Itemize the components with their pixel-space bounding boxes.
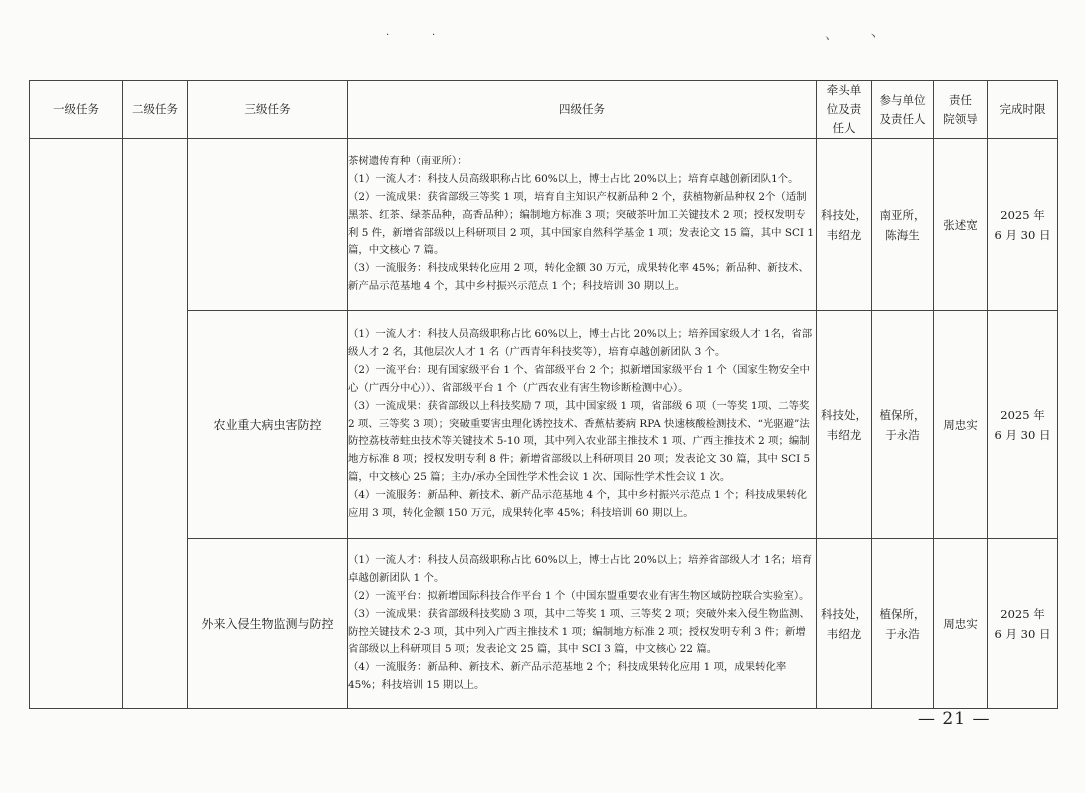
header-partner-line: 及责任人 bbox=[879, 111, 926, 126]
scan-marks bbox=[380, 30, 900, 44]
leader-cell: 周忠实 bbox=[934, 311, 988, 539]
deadline-date: 6 月 30 日 bbox=[994, 427, 1051, 442]
header-partner-line: 参与单位 bbox=[879, 92, 926, 107]
level1-cell bbox=[30, 139, 123, 709]
level4-paragraph: （3）一流成果：获省部级科技奖励 3 项，其中二等奖 1 项、三等奖 2 项；突破外来入侵生物监测、防控关键技术 2-3 项，其中列入广西主推技术 1 项；编制地方标准 2 项；授权发明专利 3 件；新增省部级以上科研项目 5 项；发表论文 25 篇，其中 SCI 3 篇，中文核心 22 篇。 bbox=[348, 607, 810, 656]
level4-paragraph: （1）一流人才：科技人员高级职称占比 60%以上，博士占比 20%以上；培养省部级人才 1名；培育卓越创新团队 1 个。 bbox=[348, 553, 813, 584]
scan-mark: · bbox=[386, 30, 390, 41]
header-row bbox=[30, 81, 1058, 139]
lead-unit: 科技处， bbox=[821, 207, 867, 222]
level4-paragraph: （1）一流人才：科技人员高级职称占比 60%以上，博士占比 20%以上；培育卓越创新团队1个。 bbox=[348, 172, 799, 185]
header-level4: 四级任务 bbox=[348, 81, 817, 139]
scan-mark: 丶 bbox=[868, 32, 878, 43]
level4-cell bbox=[348, 539, 817, 709]
partner-unit: 植保所， bbox=[879, 606, 926, 621]
task-table bbox=[29, 80, 1058, 709]
partner-unit: 南亚所， bbox=[879, 207, 926, 222]
lead-person: 韦绍龙 bbox=[826, 427, 862, 442]
header-lead-line: 任人 bbox=[832, 121, 856, 135]
deadline-date: 6 月 30 日 bbox=[994, 626, 1051, 641]
level3-cell bbox=[188, 139, 348, 311]
deadline-cell bbox=[988, 139, 1058, 311]
partner-cell bbox=[872, 539, 934, 709]
level4-paragraph: （2）一流平台：拟新增国际科技合作平台 1 个（中国东盟重要农业有害生物区域防控联合实验室）。 bbox=[348, 589, 810, 602]
deadline-date: 6 月 30 日 bbox=[994, 227, 1051, 242]
level4-paragraph: （2）一流平台：现有国家级平台 1 个、省部级平台 2 个；拟新增国家级平台 1 个（国家生物安全中心（广西分中心））、省部级平台 1 个（广西农业有害生物诊断检测中心）。 bbox=[348, 363, 810, 394]
header-leader-line: 院领导 bbox=[943, 111, 978, 126]
header-lead-line: 位及责 bbox=[826, 102, 862, 116]
partner-unit: 植保所， bbox=[879, 407, 926, 422]
level3-cell: 外来入侵生物监测与防控 bbox=[188, 539, 348, 709]
level4-paragraph: （3）一流成果：获省部级以上科技奖励 7 项，其中国家级 1 项，省部级 6 项（一等奖 1项、二等奖 2 项、三等奖 3 项）；突破重要害虫理化诱控技术、香蕉枯萎病 RPA 快速核酸检测技术、“光驱避”法防控荔枝蒂蛀虫技术等关键技术 5-10 项，其中列入农业部主推技术 1 项、广西主推技术 2 项；编制地方标准 8 项；授权发明专利 8 件；新增省部级以上科研项目 20 项；发表论文 30 篇，其中 SCI 5 篇，中文核心 25 篇；主办/承办全国性学术性会议 1 次、国际性学术性会议 1 次。 bbox=[348, 399, 811, 484]
header-leader bbox=[934, 81, 988, 139]
header-level1: 一级任务 bbox=[30, 81, 123, 139]
partner-person: 于永浩 bbox=[885, 626, 920, 641]
lead-unit: 科技处， bbox=[821, 606, 867, 621]
header-level2: 二级任务 bbox=[123, 81, 188, 139]
lead-unit-cell bbox=[817, 311, 872, 539]
lead-person: 韦绍龙 bbox=[826, 626, 862, 641]
level4-paragraph: （3）一流服务：科技成果转化应用 2 项，转化金额 30 万元，成果转化率 45%；新品种、新技术、新产品示范基地 4 个，其中乡村振兴示范点 1 个；科技培训 30 期以上。 bbox=[348, 262, 809, 293]
header-deadline: 完成时限 bbox=[988, 81, 1058, 139]
partner-person: 于永浩 bbox=[885, 427, 920, 442]
scan-mark: ヽ bbox=[822, 34, 832, 45]
level4-paragraph: （2）一流成果：获省部级三等奖 1 项，培育自主知识产权新品种 2 个，获植物新品种权 2个（适制黑茶、红茶、绿茶品种，高香品种）；编制地方标准 3 项；突破茶叶加工关键技术 2 项；授权发明专利 5 件，新增省部级以上科研项目 2 项，其中国家自然科学基金 1 项；发表论文 15 篇，其中 SCI 1 篇，中文核心 7 篇。 bbox=[348, 190, 814, 257]
level3-cell: 农业重大病虫害防控 bbox=[188, 311, 348, 539]
header-lead-unit bbox=[817, 81, 872, 139]
lead-unit-cell bbox=[817, 139, 872, 311]
lead-unit: 科技处， bbox=[821, 407, 867, 422]
partner-cell bbox=[872, 139, 934, 311]
level4-cell bbox=[348, 311, 817, 539]
level4-paragraph: （1）一流人才：科技人员高级职称占比 60%以上，博士占比 20%以上；培养国家级人才 1名，省部级人才 2 名，其他层次人才 1 名（广西青年科技奖等），培育卓越创新团队 3 个。 bbox=[348, 328, 813, 358]
header-partner-unit bbox=[872, 81, 934, 139]
deadline-cell bbox=[988, 539, 1058, 709]
header-lead-line: 牵头单 bbox=[826, 83, 862, 97]
lead-person: 韦绍龙 bbox=[826, 227, 862, 242]
deadline-year: 2025 年 bbox=[1000, 606, 1045, 621]
level4-paragraph: （4）一流服务：新品种、新技术、新产品示范基地 2 个；科技成果转化应用 1 项，成果转化率 45%；科技培训 15 期以上。 bbox=[348, 661, 787, 692]
level4-paragraph: （4）一流服务：新品种、新技术、新产品示范基地 4 个，其中乡村振兴示范点 1 个；科技成果转化应用 3 项，转化金额 150 万元，成果转化率 45%；科技培训 60 期以上。 bbox=[348, 489, 808, 520]
page-number: — 21 — bbox=[918, 709, 991, 729]
level4-cell bbox=[348, 139, 817, 311]
leader-cell: 周忠实 bbox=[934, 539, 988, 709]
deadline-year: 2025 年 bbox=[1000, 407, 1045, 422]
deadline-year: 2025 年 bbox=[1000, 207, 1045, 222]
partner-cell bbox=[872, 311, 934, 539]
level4-paragraph: 茶树遗传育种（南亚所）： bbox=[348, 154, 468, 167]
lead-unit-cell bbox=[817, 539, 872, 709]
header-leader-line: 责任 bbox=[949, 92, 972, 107]
leader-cell: 张述宽 bbox=[934, 139, 988, 311]
deadline-cell bbox=[988, 311, 1058, 539]
level2-cell bbox=[123, 139, 188, 709]
table-row bbox=[30, 139, 1058, 311]
partner-person: 陈海生 bbox=[885, 227, 920, 242]
header-level3: 三级任务 bbox=[188, 81, 348, 139]
scan-mark: · bbox=[432, 30, 436, 41]
